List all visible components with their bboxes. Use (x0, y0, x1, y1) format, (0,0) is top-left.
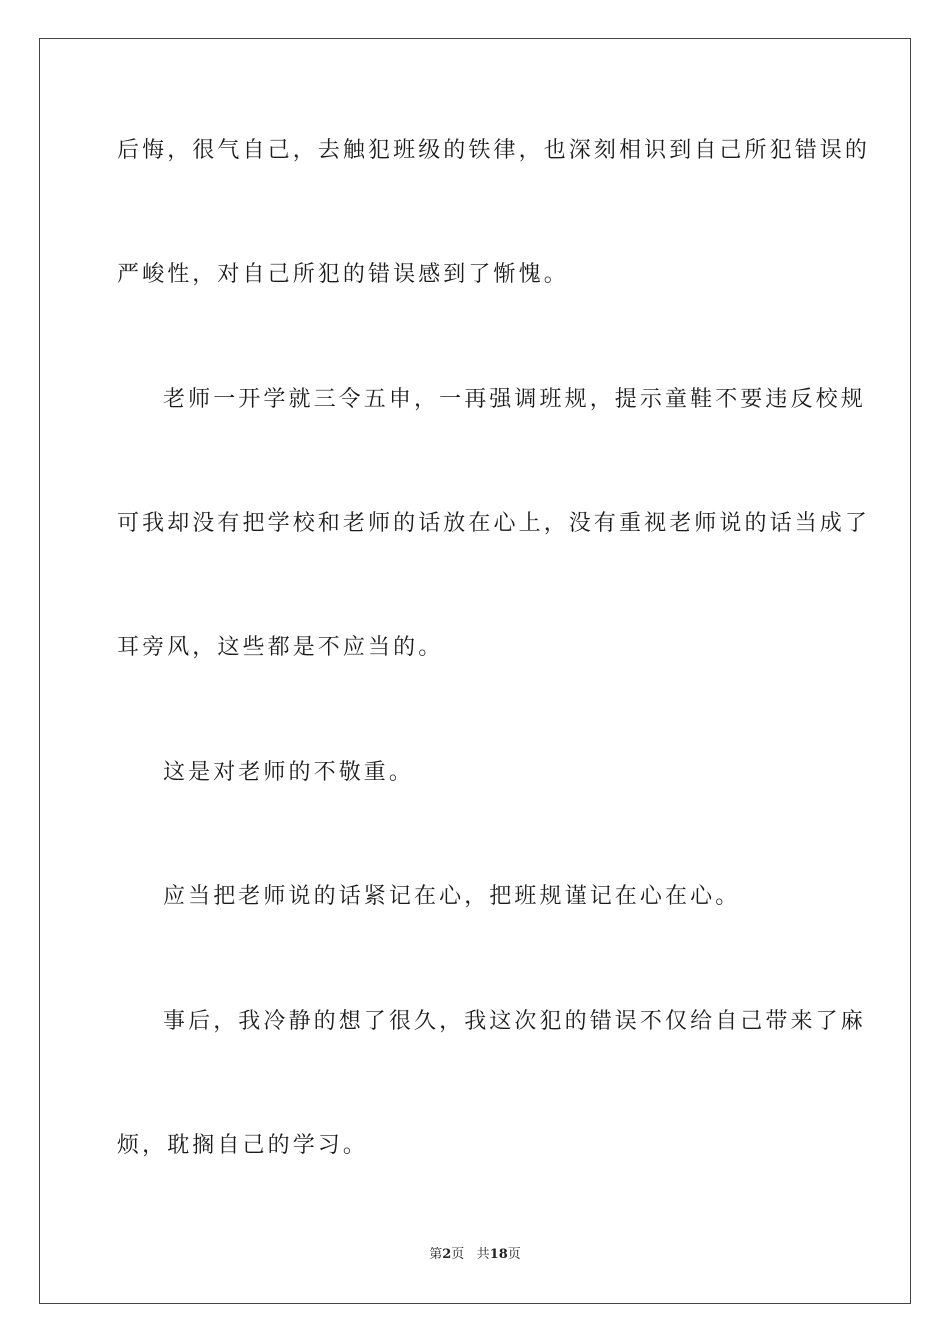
footer-page-prefix: 第 (429, 1247, 443, 1262)
paragraph-start-line-7: 应当把老师说的话紧记在心，把班规谨记在心在心。 (163, 884, 741, 909)
footer-page-suffix: 页 (451, 1247, 465, 1262)
page-border (39, 38, 911, 1304)
footer-total-prefix: 共 (476, 1247, 490, 1262)
footer-total-pages: 18 (489, 1247, 508, 1262)
page-footer (0, 1246, 950, 1264)
footer-total-suffix: 页 (507, 1247, 521, 1262)
text-line-9: 烦，耽搁自己的学习。 (117, 1133, 369, 1158)
text-line-4: 可我却没有把学校和老师的话放在心上，没有重视老师说的话当成了 (117, 511, 871, 536)
paragraph-start-line-8: 事后，我冷静的想了很久，我这次犯的错误不仅给自己带来了麻 (163, 1009, 866, 1034)
text-line-5: 耳旁风，这些都是不应当的。 (117, 635, 444, 660)
footer-page-number: 2 (442, 1247, 452, 1262)
text-line-1: 后悔，很气自己，去触犯班级的铁律，也深刻相识到自己所犯错误的 (117, 138, 871, 163)
paragraph-start-line-3: 老师一开学就三令五申，一再强调班规，提示童鞋不要违反校规 (163, 387, 866, 412)
paragraph-start-line-6: 这是对老师的不敬重。 (163, 760, 415, 785)
text-line-2: 严峻性，对自己所犯的错误感到了惭愧。 (117, 262, 569, 287)
